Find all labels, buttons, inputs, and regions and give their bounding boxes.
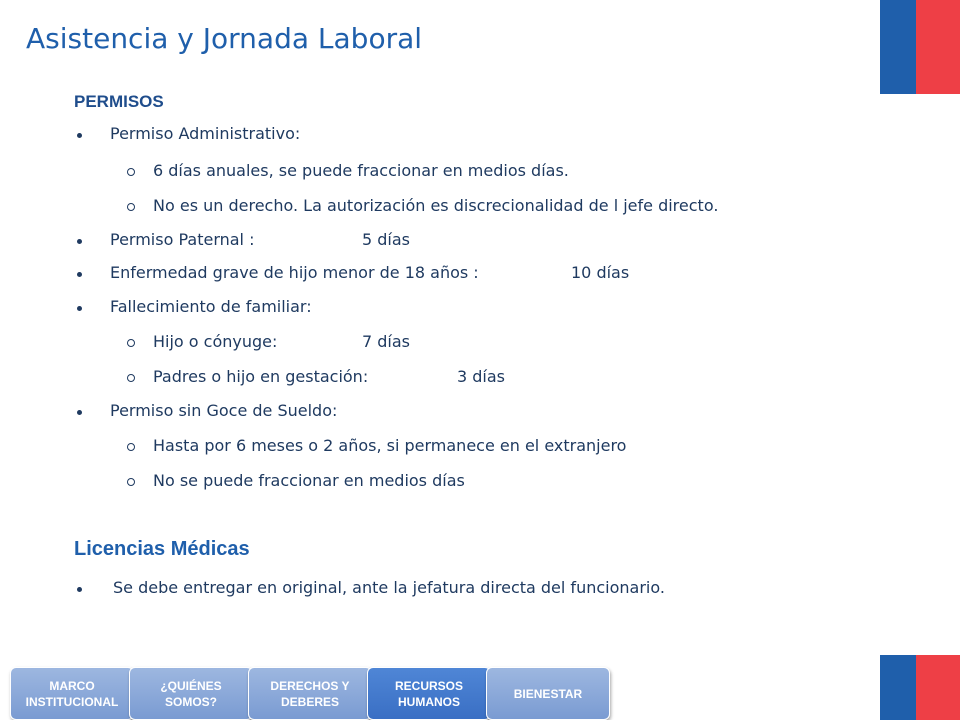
nav-recursos-humanos-button[interactable] — [367, 667, 491, 720]
flag-blue-band — [880, 655, 916, 720]
fallecimiento-label: Fallecimiento de familiar: — [110, 297, 312, 316]
nav-marco-institucional-label: MARCO INSTITUCIONAL — [25, 678, 119, 709]
permiso-sin-goce-label: Permiso sin Goce de Sueldo: — [110, 401, 338, 420]
bullet-icon — [77, 587, 82, 592]
permiso-sin-goce-detail-2: No se puede fraccionar en medios días — [153, 471, 465, 490]
nav-recursos-humanos-label: RECURSOS HUMANOS — [394, 678, 463, 709]
flag-red-band — [916, 655, 960, 720]
flag-red-band — [916, 0, 960, 94]
sub-bullet-icon — [127, 478, 135, 486]
nav-quienes-somos-label: ¿QUIÉNES SOMOS? — [160, 678, 222, 709]
sub-bullet-icon — [127, 374, 135, 382]
bottom-nav — [0, 667, 620, 720]
fallecimiento-hijo-label: Hijo o cónyuge: — [153, 332, 278, 351]
permiso-administrativo-detail-2: No es un derecho. La autorización es discrecionalidad de l jefe directo. — [153, 196, 719, 215]
flag-blue-band — [880, 0, 916, 94]
page-title: Asistencia y Jornada Laboral — [26, 22, 423, 55]
sub-bullet-icon — [127, 203, 135, 211]
nav-derechos-deberes-label: DERECHOS Y DEBERES — [270, 678, 350, 709]
nav-quienes-somos-button[interactable] — [129, 667, 253, 720]
bullet-icon — [77, 272, 82, 277]
nav-bienestar-label: BIENESTAR — [513, 686, 583, 701]
sub-bullet-icon — [127, 443, 135, 451]
permiso-administrativo-label: Permiso Administrativo: — [110, 124, 301, 143]
permiso-paternal-value: 5 días — [362, 230, 411, 249]
permiso-administrativo-detail-1: 6 días anuales, se puede fraccionar en medios días. — [153, 161, 569, 180]
bullet-icon — [77, 410, 82, 415]
permisos-heading: PERMISOS — [74, 92, 164, 111]
nav-bienestar-button[interactable] — [486, 667, 610, 720]
licencias-item: Se debe entregar en original, ante la jefatura directa del funcionario. — [113, 578, 665, 597]
bullet-icon — [77, 133, 82, 138]
sub-bullet-icon — [127, 339, 135, 347]
flag-decoration-top — [880, 0, 960, 94]
licencias-heading: Licencias Médicas — [74, 538, 250, 560]
enfermedad-label: Enfermedad grave de hijo menor de 18 años : — [110, 263, 479, 282]
bullet-icon — [77, 239, 82, 244]
fallecimiento-hijo-value: 7 días — [362, 332, 411, 351]
flag-decoration-bottom — [880, 655, 960, 720]
nav-marco-institucional-button[interactable] — [10, 667, 134, 720]
sub-bullet-icon — [127, 168, 135, 176]
nav-derechos-deberes-button[interactable] — [248, 667, 372, 720]
bullet-icon — [77, 306, 82, 311]
permiso-sin-goce-detail-1: Hasta por 6 meses o 2 años, si permanece en el extranjero — [153, 436, 627, 455]
enfermedad-value: 10 días — [571, 263, 630, 282]
fallecimiento-padres-value: 3 días — [457, 367, 506, 386]
fallecimiento-padres-label: Padres o hijo en gestación: — [153, 367, 369, 386]
permiso-paternal-label: Permiso Paternal : — [110, 230, 255, 249]
